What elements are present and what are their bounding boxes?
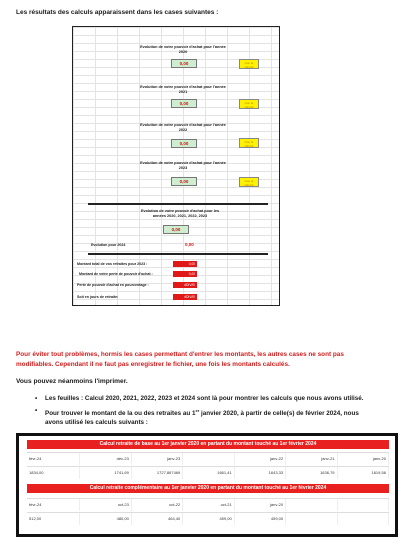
block-title: Evolution de votre pouvoir d'achat pour l'année 2023 — [140, 161, 226, 170]
note-cell: Non la calculé — [239, 59, 259, 69]
result-cell: 0,00 — [171, 99, 197, 108]
bullet-item: • Les feuilles : Calcul 2020, 2021, 2022, 2023 et 2024 sont là pour montrer les calculs que nous avons utilisé. — [45, 394, 375, 403]
block-title: Evolution de votre pouvoir d'achat pour l'année 2021 — [140, 85, 226, 94]
spreadsheet-frame — [72, 26, 280, 306]
evo-2024-value: 0,00 — [185, 242, 194, 247]
block-title: Evolution de votre pouvoir d'achat pour l'année 2020 — [140, 45, 226, 54]
table-row: 1834,00 1741,69 1727,867469 1661,41 1643,33 1636,79 1619,56 — [27, 466, 389, 479]
result-cell: 0,00 — [171, 177, 197, 186]
cumulative-title: Evolution de votre pouvoir d'achat pour les années 2020, 2021, 2022, 2023 — [140, 209, 220, 218]
row-label: Perte de pouvoir d'achat en pourcentage : — [77, 283, 149, 287]
table-header: Calcul retraite de base au 1er janvier 2020 en partant du montant touché au 1er février 2024 — [27, 440, 389, 449]
divider — [88, 203, 268, 205]
print-note: Vous pouvez néanmoins l'imprimer. — [16, 378, 128, 385]
row-value: 0,00 — [173, 271, 197, 277]
row-label: Montant de votre perte de pouvoir d'achat : — [79, 272, 153, 276]
calculation-tables — [16, 433, 398, 537]
cumulative-cell: 0,00 — [163, 225, 189, 234]
warning-text: Pour éviter tout problèmes, hormis les cases permettant d'entrer les montants, les autres cases ne sont pas modifiables. Cependant il ne faut pas enregistrer le fichier, une fois les montants calculés. — [16, 351, 344, 368]
note-cell: Non la calculé — [239, 177, 259, 187]
result-cell: 0,00 — [171, 139, 197, 148]
table-row: févr-24 déc-23 janv-23 janv-22 janv-21 janv-20 — [27, 452, 389, 465]
note-cell: Non la calculé — [239, 99, 259, 109]
note-cell: Non la calculé — [239, 138, 259, 148]
divider — [88, 253, 268, 255]
row-label: Soit en jours de retraite: — [77, 295, 119, 299]
row-value: #DIV/0! — [173, 294, 197, 300]
evo-2024-label: Evolution pour 2024 — [91, 243, 126, 247]
table-row: févr-24 oct-23 oct-22 oct-21 janv-20 — [27, 498, 389, 511]
table-header: Calcul retraite complémentaire au 1er janvier 2020 en partant du montant touché au 1er février 2024 — [27, 484, 389, 493]
table-row: 512,00 480,00 464,40 459,00 459,00 — [27, 512, 389, 525]
row-label: Montant total de vos retraites pour 2023 : — [77, 262, 148, 266]
row-value: #DIV/0! — [173, 282, 197, 288]
intro-text: Les résultats des calculs apparaissent dans les cases suivantes : — [16, 9, 219, 16]
result-cell: 0,00 — [171, 59, 197, 68]
row-value: 0,00 — [173, 261, 197, 267]
block-title: Evolution de votre pouvoir d'achat pour l'année 2022 — [140, 123, 226, 132]
bullet-item: • Pour trouver le montant de la ou des retraites au 1er janvier 2020, à partir de celle(s) de février 2024, nous avons utilisé les calculs suivants : — [45, 406, 375, 427]
